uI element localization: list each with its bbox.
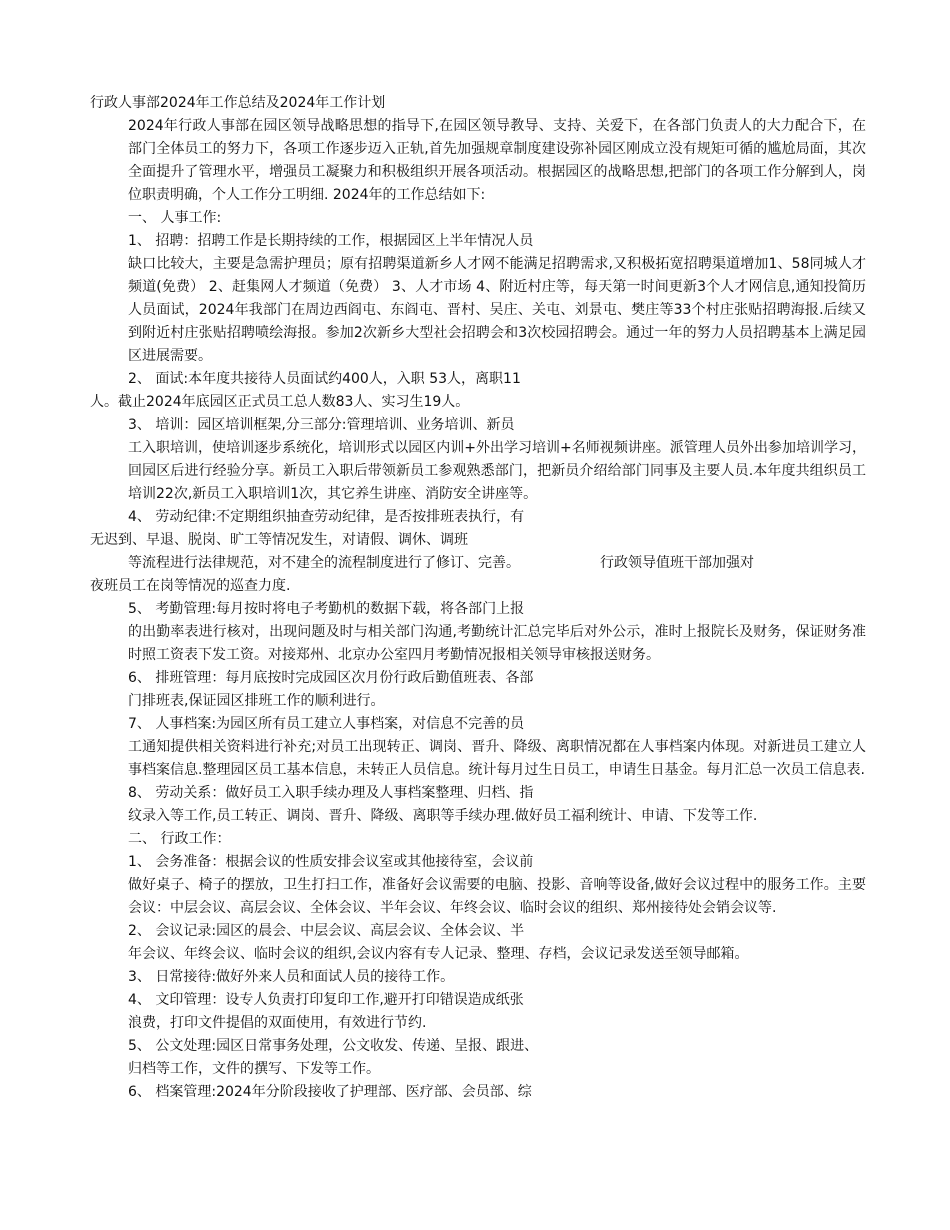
item-documents-heading: 5、 公文处理:园区日常事务处理，公文收发、传递、呈报、跟进、 <box>128 1038 539 1054</box>
item-recruitment-heading: 1、 招聘：招聘工作是长期持续的工作，根据园区上半年情况人员 <box>128 233 534 249</box>
item-discipline-line-3 <box>90 552 866 575</box>
item-labor-heading: 8、 劳动关系：做好员工入职手续办理及人事档案整理、归档、指 <box>128 785 534 801</box>
item-minutes-body: 年会议、年终会议、临时会议的组织,会议内容有专人记录、整理、存档，会议记录发送至领导邮箱。 <box>128 946 749 962</box>
intro-paragraph: 2024年行政人事部在园区领导战略思想的指导下,在园区领导教导、支持、关爱下，在各部门负责人的大力配合下，在部门全体员工的努力下，各项工作逐步迈入正轨,首先加强规章制度建设弥补园区刚成立没有规矩可循的尴尬局面，其次全面提升了管理水平，增强员工凝聚力和积极组织开展各项活动。根据园区的战略思想,把部门的各项工作分解到人，岗位职责明确，个人工作分工明细. 2024年的工作总结如下: <box>128 118 866 203</box>
item-interview-body: 人。截止2024年底园区正式员工总人数83人、实习生19人。 <box>90 394 470 410</box>
item-training-body: 工入职培训，使培训逐步系统化，培训形式以园区内训+外出学习培训+名师视频讲座。派管理人员外出参加培训学习，回园区后进行经验分享。新员工入职后带领新员工参观熟悉部门，把新员介绍给部门同事及主要人员.本年度共组织员工培训22次,新员工入职培训1次，其它养生讲座、消防安全讲座等。 <box>128 440 866 502</box>
item-reception: 3、 日常接待:做好外来人员和面试人员的接待工作。 <box>128 969 455 985</box>
item-printing-body: 浪费，打印文件提倡的双面使用，有效进行节约. <box>128 1015 427 1031</box>
item-minutes-heading: 2、 会议记录:园区的晨会、中层会议、高层会议、全体会议、半 <box>128 923 525 939</box>
doc-title: 行政人事部2024年工作总结及2024年工作计划 <box>90 95 386 111</box>
item-printing-heading: 4、 文印管理：设专人负责打印复印工作,避开打印错误造成纸张 <box>128 992 524 1008</box>
section-heading-personnel: 一、 人事工作: <box>128 210 222 226</box>
item-interview-heading: 2、 面试:本年度共接待人员面试约400人，入职 53人，离职11 <box>128 371 521 387</box>
item-discipline-heading: 4、 劳动纪律:不定期组织抽查劳动纪律，是否按排班表执行，有 <box>128 509 525 525</box>
item-scheduling-heading: 6、 排班管理：每月底按时完成园区次月份行政后勤值班表、各部 <box>128 670 534 686</box>
item-labor-body: 纹录入等工作,员工转正、调岗、晋升、降级、离职等手续办理.做好员工福利统计、申请、下发等工作. <box>128 808 758 824</box>
item-training-heading: 3、 培训：园区培训框架,分三部分:管理培训、业务培训、新员 <box>128 417 515 433</box>
item-archives-heading: 6、 档案管理:2024年分阶段接收了护理部、医疗部、会员部、综 <box>128 1084 532 1100</box>
section-heading-admin: 二、 行政工作： <box>128 831 231 847</box>
item-discipline-line-3-text: 等流程进行法律规范，对不建全的流程制度进行了修订、完善。 <box>128 555 520 571</box>
item-recruitment-body: 缺口比较大，主要是急需护理员；原有招聘渠道新乡人才网不能满足招聘需求,又积极拓宽招聘渠道增加1、58同城人才频道(免费） 2、赶集网人才频道（免费） 3、人才市场 4、附近村庄等，每天第一时间更新3个人才网信息,通知投简历人员面试，2024年我部门在周边西阎屯、东阎屯、晋村、吴庄、关屯、刘景屯、樊庄等33个村庄张贴招聘海报.后续又到附近村庄张贴招聘喷绘海报。参加2次新乡大型社会招聘会和3次校园招聘会。通过一年的努力人员招聘基本上满足园区进展需要。 <box>128 256 866 364</box>
item-discipline-line-4: 夜班员工在岗等情况的巡查力度. <box>90 578 291 594</box>
item-attendance-body: 的出勤率表进行核对，出现问题及时与相关部门沟通,考勤统计汇总完毕后对外公示，准时上报院长及财务，保证财务准时照工资表下发工资。对接郑州、北京办公室四月考勤情况报相关领导审核报送财务。 <box>128 624 866 663</box>
item-attendance-heading: 5、 考勤管理:每月按时将电子考勤机的数据下载，将各部门上报 <box>128 601 525 617</box>
item-scheduling-body: 门排班表,保证园区排班工作的顺利进行。 <box>128 693 385 709</box>
item-records-body: 工通知提供相关资料进行补充;对员工出现转正、调岗、晋升、降级、离职情况都在人事档案内体现。对新进员工建立人事档案信息.整理园区员工基本信息，未转正人员信息。统计每月过生日员工，申请生日基金。每月汇总一次员工信息表. <box>128 739 866 778</box>
item-documents-body: 归档等工作，文件的撰写、下发等工作。 <box>128 1061 380 1077</box>
item-discipline-line-3-tail: 行政领导值班干部加强对 <box>600 555 754 571</box>
item-meeting-prep-body: 做好桌子、椅子的摆放，卫生打扫工作，准备好会议需要的电脑、投影、音响等设备,做好会议过程中的服务工作。主要会议：中层会议、高层会议、全体会议、半年会议、年终会议、临时会议的组织、郑州接待处会销会议等. <box>128 877 866 916</box>
item-records-heading: 7、 人事档案:为园区所有员工建立人事档案，对信息不完善的员 <box>128 716 525 732</box>
item-discipline-line-2: 无迟到、早退、脱岗、旷工等情况发生，对请假、调休、调班 <box>90 532 468 548</box>
document-page <box>90 92 866 1104</box>
item-meeting-prep-heading: 1、 会务准备：根据会议的性质安排会议室或其他接待室，会议前 <box>128 854 534 870</box>
